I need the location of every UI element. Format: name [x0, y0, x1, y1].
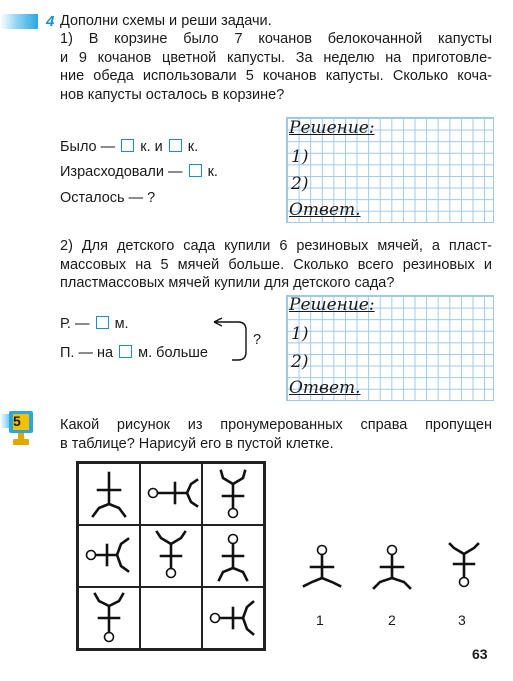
scheme-2-row-plastic: [60, 344, 208, 363]
stick-figure: [141, 526, 201, 586]
task-4-number: 4: [46, 13, 55, 30]
scheme-label: Израсходовали —: [60, 164, 183, 180]
answer-box[interactable]: [121, 139, 134, 152]
task-5-line: в таблице? Нарисуй его в пустой клетке.: [60, 435, 334, 452]
solution-step: 1): [291, 147, 309, 167]
scheme-label: м.: [114, 316, 129, 332]
stick-figure: [203, 464, 263, 524]
scheme-label: Было —: [60, 139, 116, 155]
problem-2-line: 2) Для детского сада купили 6 резиновых мячей, а пласт-: [60, 238, 492, 254]
solution-heading: Решение:: [289, 118, 375, 138]
figure-table: [76, 461, 266, 651]
option-figure-1[interactable]: [296, 542, 352, 598]
problem-1-line: и 9 кочанов цветной капусты. За неделю на приготовле-: [60, 49, 492, 66]
scheme-2-row-rubber: [60, 315, 129, 334]
task-5-text: [60, 416, 492, 453]
stick-figure: [79, 588, 139, 648]
task-4-title: Дополни схемы и реши задачи.: [60, 13, 272, 29]
problem-2-text: [60, 237, 492, 293]
table-cell: [202, 525, 264, 587]
problem-2-line: массовых на 5 мячей больше. Сколько всего резиновых и: [60, 256, 492, 273]
option-figure-3[interactable]: [436, 542, 492, 598]
stick-figure: [79, 526, 139, 586]
problem-2-line: пластмассовых мячей купили для детского сада?: [60, 275, 395, 291]
answer-heading: Ответ.: [289, 378, 361, 398]
table-cell: [202, 463, 264, 525]
option-label-2: 2: [388, 612, 396, 628]
table-cell: [78, 587, 140, 649]
table-cell: [140, 525, 202, 587]
scheme-label: к.: [207, 164, 218, 180]
table-cell: [78, 463, 140, 525]
task-5-number: 5: [13, 413, 21, 429]
table-cell: [78, 525, 140, 587]
solution-step: 2): [291, 174, 309, 194]
stick-figure: [203, 526, 263, 586]
scheme-2-question: ?: [253, 332, 262, 348]
page-number: 63: [472, 646, 488, 662]
option-label-1: 1: [316, 612, 324, 628]
stick-figure: [79, 464, 139, 524]
table-cell: [202, 587, 264, 649]
task-marker-bar: [0, 14, 38, 29]
problem-1-line: 1) В корзине было 7 кочанов белокочанной капусты: [60, 31, 492, 47]
answer-box[interactable]: [169, 139, 182, 152]
solution-step: 1): [291, 324, 309, 344]
scheme-1-row-left: Осталось — ?: [60, 190, 156, 206]
scheme-1-row-used: [60, 163, 218, 182]
solution-heading: Решение:: [289, 295, 375, 315]
scheme-label: к.: [187, 139, 199, 155]
answer-box[interactable]: [189, 164, 202, 177]
answer-box[interactable]: [96, 316, 109, 329]
scheme-label: Р. —: [60, 316, 90, 332]
trophy-icon: [6, 410, 36, 450]
problem-1-line: нов капусты осталось в корзине?: [60, 86, 285, 103]
problem-1-line: ние обеда использовали 5 кочанов капусты. Сколько коча-: [60, 68, 492, 84]
scheme-label: м. больше: [138, 345, 208, 361]
task-5-line: Какой рисунок из пронумерованных справа пропущен: [60, 417, 492, 433]
table-cell: [140, 463, 202, 525]
scheme-2-bracket: [200, 312, 260, 364]
scheme-1-row-total: [60, 138, 198, 157]
empty-cell[interactable]: [140, 587, 202, 649]
option-label-3: 3: [458, 612, 466, 628]
solution-step: 2): [291, 352, 309, 372]
problem-1-text: [60, 30, 492, 104]
answer-box[interactable]: [119, 345, 132, 358]
stick-figure: [203, 588, 263, 648]
scheme-label: П. — на: [60, 345, 114, 361]
scheme-label: к. и: [140, 139, 163, 155]
option-figure-2[interactable]: [368, 542, 424, 598]
stick-figure: [141, 464, 201, 524]
answer-heading: Ответ.: [289, 200, 361, 220]
